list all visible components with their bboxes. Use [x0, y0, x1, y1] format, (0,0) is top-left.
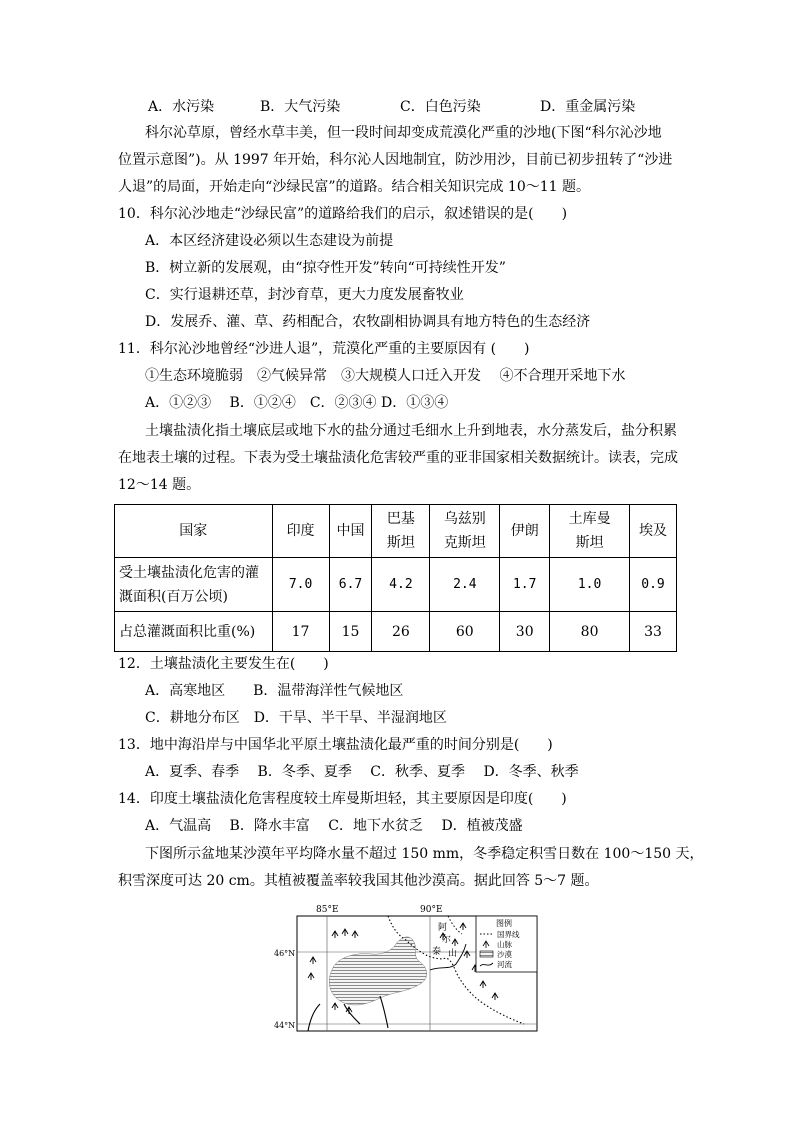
intro1-line3: 人退”的局面，开始走向“沙绿民富”的道路。结合相关知识完成 10～11 题。: [118, 179, 590, 195]
intro2-line2: 在地表土壤的过程。下表为受土壤盐渍化危害较严重的亚非国家相关数据统计。读表，完成: [118, 450, 678, 466]
q12-options-cd: C．耕地分布区 D．干旱、半干旱、半湿润地区: [145, 710, 447, 726]
national-border: [448, 916, 462, 934]
desert-area: [329, 937, 427, 1005]
q10-option-b: B．树立新的发展观，由“掠夺性开发”转向“可持续性开发”: [145, 260, 506, 276]
row2-cell: 30: [500, 612, 550, 652]
q10-option-c: C．实行退耕还草，封沙育草，更大力度发展畜牧业: [145, 287, 464, 303]
row2-cell: 80: [550, 612, 630, 652]
q14-options: A．气温高 B．降水丰富 C．地下水贫乏 D．植被茂盛: [145, 818, 523, 834]
q11-options: A．①②③ B．①②④ C．②③④ D．①③④: [145, 395, 449, 411]
lon-label-90: 90°E: [420, 905, 443, 915]
altai-label-3: 泰: [432, 947, 442, 957]
country-pakistan: 巴基 斯坦: [372, 505, 430, 558]
table-header-label: 国家: [115, 505, 273, 558]
intro2-line3: 12～14 题。: [118, 477, 201, 493]
q9-option-a: A．水污染: [148, 99, 215, 115]
country-iran: 伊朗: [500, 505, 550, 558]
country-turkmenistan: 土库曼 斯坦: [550, 505, 630, 558]
q9-option-d: D．重金属污染: [540, 99, 636, 115]
row1-cell: 6.7: [329, 558, 372, 612]
intro2-line1: 土壤盐渍化指土壤底层或地下水的盐分通过毛细水上升到地表，水分蒸发后，盐分积累: [145, 423, 677, 439]
q10-option-a: A．本区经济建设必须以生态建设为前提: [145, 233, 394, 249]
altai-label-1: 阿: [438, 923, 448, 933]
intro3-line2: 积雪深度可达 20 cm。其植被覆盖率较我国其他沙漠高。据此回答 5～7 题。: [118, 873, 599, 889]
q13-stem: 13．地中海沿岸与中国华北平原土壤盐渍化最严重的时间分别是( ): [118, 737, 553, 753]
q12-stem: 12．土壤盐渍化主要发生在( ): [118, 656, 329, 672]
altai-label-4: 山: [448, 949, 458, 959]
legend-desert-label: 沙漠: [497, 950, 512, 959]
country-china: 中国: [329, 505, 372, 558]
row1-cell: 1.0: [550, 558, 630, 612]
table-header-row: [115, 505, 677, 558]
row2-cell: 17: [272, 612, 329, 652]
row2-cell: 60: [430, 612, 500, 652]
lon-label-85: 85°E: [316, 905, 339, 915]
lat-label-44: 44°N: [274, 1021, 296, 1030]
table-row-area: [115, 558, 677, 612]
country-india: 印度: [272, 505, 329, 558]
intro1-line2: 位置示意图”)。从 1997 年开始，科尔沁人因地制宜，防沙用沙，目前已初步扭转了“沙进: [118, 152, 673, 168]
legend-border-label: 国界线: [497, 930, 520, 939]
row2-cell: 26: [372, 612, 430, 652]
q11-stem: 11．科尔沁沙地曾经“沙进人退”，荒漠化严重的主要原因有 ( ): [118, 341, 530, 357]
q11-items: ①生态环境脆弱 ②气候异常 ③大规模人口迁入开发 ④不合理开采地下水: [145, 368, 626, 384]
country-egypt: 埃及: [630, 505, 677, 558]
river: [308, 1004, 320, 1031]
row2-cell: 15: [329, 612, 372, 652]
row1-cell: 0.9: [630, 558, 677, 612]
row1-cell: 2.4: [430, 558, 500, 612]
legend-desert-swatch: [480, 951, 493, 957]
row1-cell: 7.0: [272, 558, 329, 612]
legend-title: 图例: [496, 919, 512, 928]
row1-cell: 1.7: [500, 558, 550, 612]
intro3-line1: 下图所示盆地某沙漠年平均降水量不超过 150 mm，冬季稳定积雪日数在 100～150 天，: [145, 846, 704, 862]
row1-label: 受土壤盐渍化危害的灌 溉面积(百万公顷): [115, 558, 273, 612]
legend-river-label: 河流: [497, 960, 512, 969]
q10-option-d: D．发展乔、灌、草、药相配合，农牧副相协调具有地方特色的生态经济: [145, 314, 591, 330]
altai-label-2: 尔: [442, 935, 452, 945]
q10-stem: 10．科尔沁沙地走“沙绿民富”的道路给我们的启示，叙述错误的是( ): [118, 206, 568, 222]
q12-options-ab: A．高寒地区 B．温带海洋性气候地区: [145, 683, 404, 699]
basin-desert-map: [274, 900, 542, 1036]
q14-stem: 14．印度土壤盐渍化危害程度较土库曼斯坦轻，其主要原因是印度( ): [118, 791, 567, 807]
lat-label-46: 46°N: [274, 949, 296, 958]
salinization-table: [114, 504, 677, 652]
legend-mountain-label: 山脉: [497, 940, 512, 949]
q9-option-c: C．白色污染: [400, 99, 481, 115]
row2-label: 占总灌溉面积比重(%): [115, 612, 273, 652]
row2-cell: 33: [630, 612, 677, 652]
table-row-share: [115, 612, 677, 652]
q9-option-b: B．大气污染: [260, 99, 341, 115]
map-legend: [476, 916, 537, 972]
river: [344, 1004, 360, 1024]
intro1-line1: 科尔沁草原，曾经水草丰美，但一段时间却变成荒漠化严重的沙地(下图“科尔沁沙地: [145, 125, 662, 141]
country-uzbekistan: 乌兹别 克斯坦: [430, 505, 500, 558]
river: [380, 996, 388, 1028]
q13-options: A．夏季、春季 B．冬季、夏季 C．秋季、夏季 D．冬季、秋季: [145, 764, 579, 780]
row1-cell: 4.2: [372, 558, 430, 612]
